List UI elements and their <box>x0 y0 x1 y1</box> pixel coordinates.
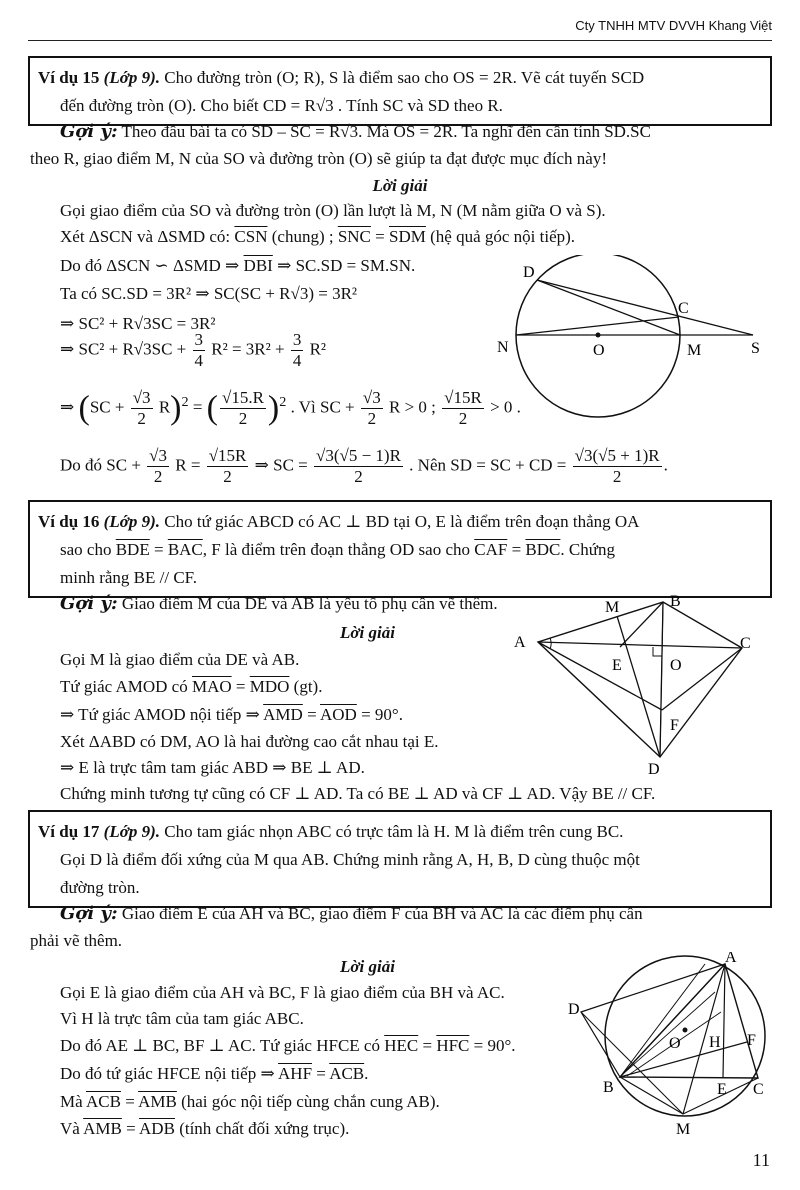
line-ae <box>723 964 725 1078</box>
triangle-abc <box>620 964 758 1078</box>
ex15-s2 <box>60 225 575 249</box>
ex15-s8b: R = <box>175 455 201 475</box>
frac-sqrt15R-2: $\frac{√15R}{2}$ <box>444 388 482 428</box>
ex15-s6c: R² <box>309 339 327 359</box>
ex15-hint1: Theo đầu bài ta có SD – SC = R√3. Mà OS = 2R. Ta nghĩ đến cần tính SD.SC <box>121 122 651 141</box>
ex16-s4: Xét ΔABD có DM, AO là hai đường cao cắt nhau tại E. <box>60 732 439 751</box>
label-b: B <box>603 1079 614 1096</box>
ex15-s7: ⇒ (SC + $\frac{√3}{2}$ R)$^2$ = ( $\frac{√15.R}{2}$ )$^2$ . Vì SC + $\frac{√3}{2}$ R > 0 ; $\frac{√15R}{2}$ > 0 . <box>60 388 521 428</box>
frac-sd: $\frac{√3(√5 + 1)R}{2}$ <box>574 446 660 486</box>
ex17-s1: Gọi E là giao điểm của AH và BC, F là giao điểm của BH và AC. <box>60 983 505 1002</box>
ex15-solution-title: Lời giải <box>372 176 428 195</box>
ex17-line3: đường tròn. <box>60 878 140 897</box>
ex16-solution-title: Lời giải <box>340 623 395 642</box>
ex15-s4: Ta có SC.SD = 3R² ⇒ SC(SC + R√3) = 3R² <box>60 284 358 303</box>
frac-3-4: $\frac{3}{4}$ <box>194 330 204 370</box>
ex17-line1: Cho tam giác nhọn ABC có trực tâm là H. M là điểm trên cung BC. <box>164 822 624 841</box>
ex15-s2a: Xét ΔSCN và ΔSMD có: <box>60 227 231 246</box>
label-h: H <box>709 1034 721 1051</box>
label-m: M <box>687 342 702 359</box>
ex15-s7g: > 0 . <box>490 397 521 417</box>
header-divider <box>28 40 772 41</box>
ex15-problem-box <box>28 56 772 126</box>
ex15-title: Ví dụ 15 <box>38 68 100 87</box>
label-d: D <box>568 1001 580 1018</box>
label-m: M <box>676 1121 691 1138</box>
frac-sc: $\frac{√3(√5 - 1)R}{2}$ <box>316 446 401 486</box>
line-ds <box>537 280 753 335</box>
label-a: A <box>514 634 526 651</box>
ex15-hint <box>60 120 651 144</box>
ex15-s3 <box>60 254 415 278</box>
ex16-s3: ⇒ Tứ giác AMOD nội tiếp ⇒ $\overline{AMD} = \overline{AOD} = 90^\circ$. <box>60 705 403 724</box>
ex15-line1: Cho đường tròn (O; R), S là điểm sao cho OS = 2R. Vẽ cát tuyến SCD <box>164 68 645 87</box>
ex15-hint2: theo R, giao điểm M, N của SO và đường tròn (O) sẽ giúp ta đạt được mục đích này! <box>30 149 607 168</box>
line-b-arc <box>620 964 705 1077</box>
ex15-s3a: Do đó ΔSCN ∽ ΔSMD ⇒ <box>60 256 240 275</box>
frac-sqrt3-2b: $\frac{√3}{2}$ <box>362 388 381 428</box>
label-d: D <box>648 761 660 778</box>
label-a: A <box>725 952 737 966</box>
label-s: S <box>751 340 760 357</box>
line-dm <box>581 1012 683 1114</box>
page-number: 11 <box>752 1150 770 1170</box>
ex17-s4: Do đó tứ giác HFCE nội tiếp ⇒ $\overline{AHF} = \overline{ACB}$. <box>60 1064 369 1083</box>
ex15-s7c: R <box>158 397 171 417</box>
right-angle-o <box>653 647 662 656</box>
ex16-hint-label: Gợi ý: <box>60 593 118 614</box>
ex17-hint2: phải vẽ thêm. <box>30 931 123 950</box>
ex15-s1: Gọi giao điểm của SO và đường tròn (O) lần lượt là M, N (M nằm giữa O và S). <box>60 201 606 220</box>
ex15-s7d: = <box>192 397 203 417</box>
ex16-s5: ⇒ E là trực tâm tam giác ABD ⇒ BE ⊥ AD. <box>60 758 365 777</box>
ex15-hint-label: Gợi ý: <box>60 121 118 142</box>
label-o: O <box>593 342 605 359</box>
ex17-grade: (Lớp 9). <box>103 822 161 841</box>
line-hatch-1 <box>623 992 715 1074</box>
ex15-s8d: . Nên SD = SC + CD = <box>409 455 567 475</box>
ex16-figure <box>510 592 760 782</box>
ex17-line2: Gọi D là điểm đối xứng của M qua AB. Chứng minh rằng A, H, B, D cùng thuộc một <box>60 850 640 869</box>
ex15-s8e: . <box>663 455 668 475</box>
ex15-s7f: R > 0 ; <box>388 397 436 417</box>
label-e: E <box>717 1081 727 1098</box>
publisher-header: Cty TNHH MTV DVVH Khang Việt <box>575 18 772 33</box>
ex17-figure <box>565 952 790 1152</box>
label-c: C <box>753 1081 764 1098</box>
label-c: C <box>678 300 689 317</box>
ex16-title: Ví dụ 16 <box>38 512 100 531</box>
label-f: F <box>670 717 679 734</box>
ex17-hint1: Giao điểm E của AH và BC, giao điểm F của BH và AC là các điểm phụ cần <box>121 904 643 923</box>
label-d: D <box>523 264 535 281</box>
frac-sqrt15R-2b: $\frac{√15R}{2}$ <box>208 446 247 486</box>
ex16-grade: (Lớp 9). <box>103 512 161 531</box>
angle-dbi: $\overline{DBI}$ <box>243 256 273 275</box>
ex15-s5: ⇒ SC² + R√3SC = 3R² <box>60 314 216 333</box>
ex17-s3: Do đó AE ⊥ BC, BF ⊥ AC. Tứ giác HFCE có $\overline{HEC} = \overline{HFC} = 90^\circ$. <box>60 1036 516 1055</box>
line-nc <box>516 317 679 335</box>
frac-sqrt3-2: $\frac{√3}{2}$ <box>132 388 151 428</box>
ex16-hint <box>60 592 498 616</box>
frac-sqrt15dotR-2: $\frac{√15.R}{2}$ <box>221 388 264 428</box>
ex15-s6b: R² = 3R² + <box>211 339 285 359</box>
line-dm <box>537 280 680 335</box>
angle-csn: $\overline{CSN}$ <box>234 227 268 246</box>
ex16-line3: minh rằng BE // CF. <box>60 568 198 587</box>
label-f: F <box>747 1032 756 1049</box>
ex17-hint-label: Gợi ý: <box>60 903 118 924</box>
ex17-solution-title: Lời giải <box>340 957 395 976</box>
label-o: O <box>669 1035 681 1052</box>
label-e: E <box>612 657 622 674</box>
ex15-s2e: = <box>375 227 385 246</box>
ex15-s7a: ⇒ <box>60 397 75 417</box>
ex17-s6: Và $\overline{AMB} = \overline{ADB}$ (tính chất đối xứng trục). <box>60 1119 350 1138</box>
ex15-s2g: (hệ quả góc nội tiếp). <box>430 227 576 246</box>
ex16-line2: sao cho $\overline{BDE} = \overline{BAC}$, F là điểm trên đoạn thẳng OD sao cho $\overline{CAF} = \overline{BDC}$. Chứng <box>60 540 615 559</box>
ex15-s6 <box>60 330 326 371</box>
point-o <box>683 1028 688 1033</box>
ex17-title: Ví dụ 17 <box>38 822 100 841</box>
ex17-s2: Vì H là trực tâm của tam giác ABC. <box>60 1009 304 1028</box>
ex15-s8 <box>60 446 668 487</box>
diag-ac <box>538 642 742 648</box>
line-be <box>660 602 663 757</box>
point-o <box>596 333 601 338</box>
ex16-s2: Tứ giác AMOD có $\overline{MAO} = \overline{MDO}$ (gt). <box>60 677 323 696</box>
angle-snc: $\overline{SNC}$ <box>337 227 371 246</box>
ex17-problem-box <box>28 810 772 908</box>
ex16-line1: Cho tứ giác ABCD có AC ⊥ BD tại O, E là điểm trên đoạn thẳng OA <box>164 512 640 531</box>
ex15-s8c: ⇒ SC = <box>254 455 308 475</box>
line-bmc <box>620 1077 758 1114</box>
ex15-line2: đến đường tròn (O). Cho biết CD = R√3 . Tính SC và SD theo R. <box>60 96 503 115</box>
label-n: N <box>497 339 509 356</box>
label-b: B <box>670 593 681 610</box>
triangle-dab <box>581 964 725 1077</box>
ex16-s6: Chứng minh tương tự cũng có CF ⊥ AD. Ta có BE ⊥ AD và CF ⊥ AD. Vậy BE // CF. <box>60 784 656 803</box>
ex16-problem-box <box>28 500 772 598</box>
ex15-s8a: Do đó SC + <box>60 455 141 475</box>
ex15-s6a: ⇒ SC² + R√3SC + <box>60 339 187 359</box>
ex15-s7e: . Vì SC + <box>290 397 355 417</box>
ex15-grade: (Lớp 9). <box>103 68 161 87</box>
ex17-hint <box>60 902 643 926</box>
label-m: M <box>605 599 620 616</box>
frac-sqrt3-2c: $\frac{√3}{2}$ <box>149 446 168 486</box>
angle-sdm: $\overline{SDM}$ <box>389 227 426 246</box>
ex16-hint-text: Giao điểm M của DE và AB là yếu tố phụ cần vẽ thêm. <box>121 594 498 613</box>
frac-3-4b: $\frac{3}{4}$ <box>292 330 302 370</box>
ex15-s3c: ⇒ SC.SD = SM.SN. <box>277 256 416 275</box>
angle-mark-a <box>550 638 551 649</box>
ex17-s5: Mà $\overline{ACB} = \overline{AMB}$ (hai góc nội tiếp cùng chắn cung AB). <box>60 1092 440 1111</box>
ex16-s1: Gọi M là giao điểm của DE và AB. <box>60 650 300 669</box>
ex15-s2c: (chung) ; <box>271 227 334 246</box>
ex15-figure <box>495 255 785 425</box>
label-o: O <box>670 657 682 674</box>
ex15-s7b: SC + <box>89 397 125 417</box>
label-c: C <box>740 635 751 652</box>
